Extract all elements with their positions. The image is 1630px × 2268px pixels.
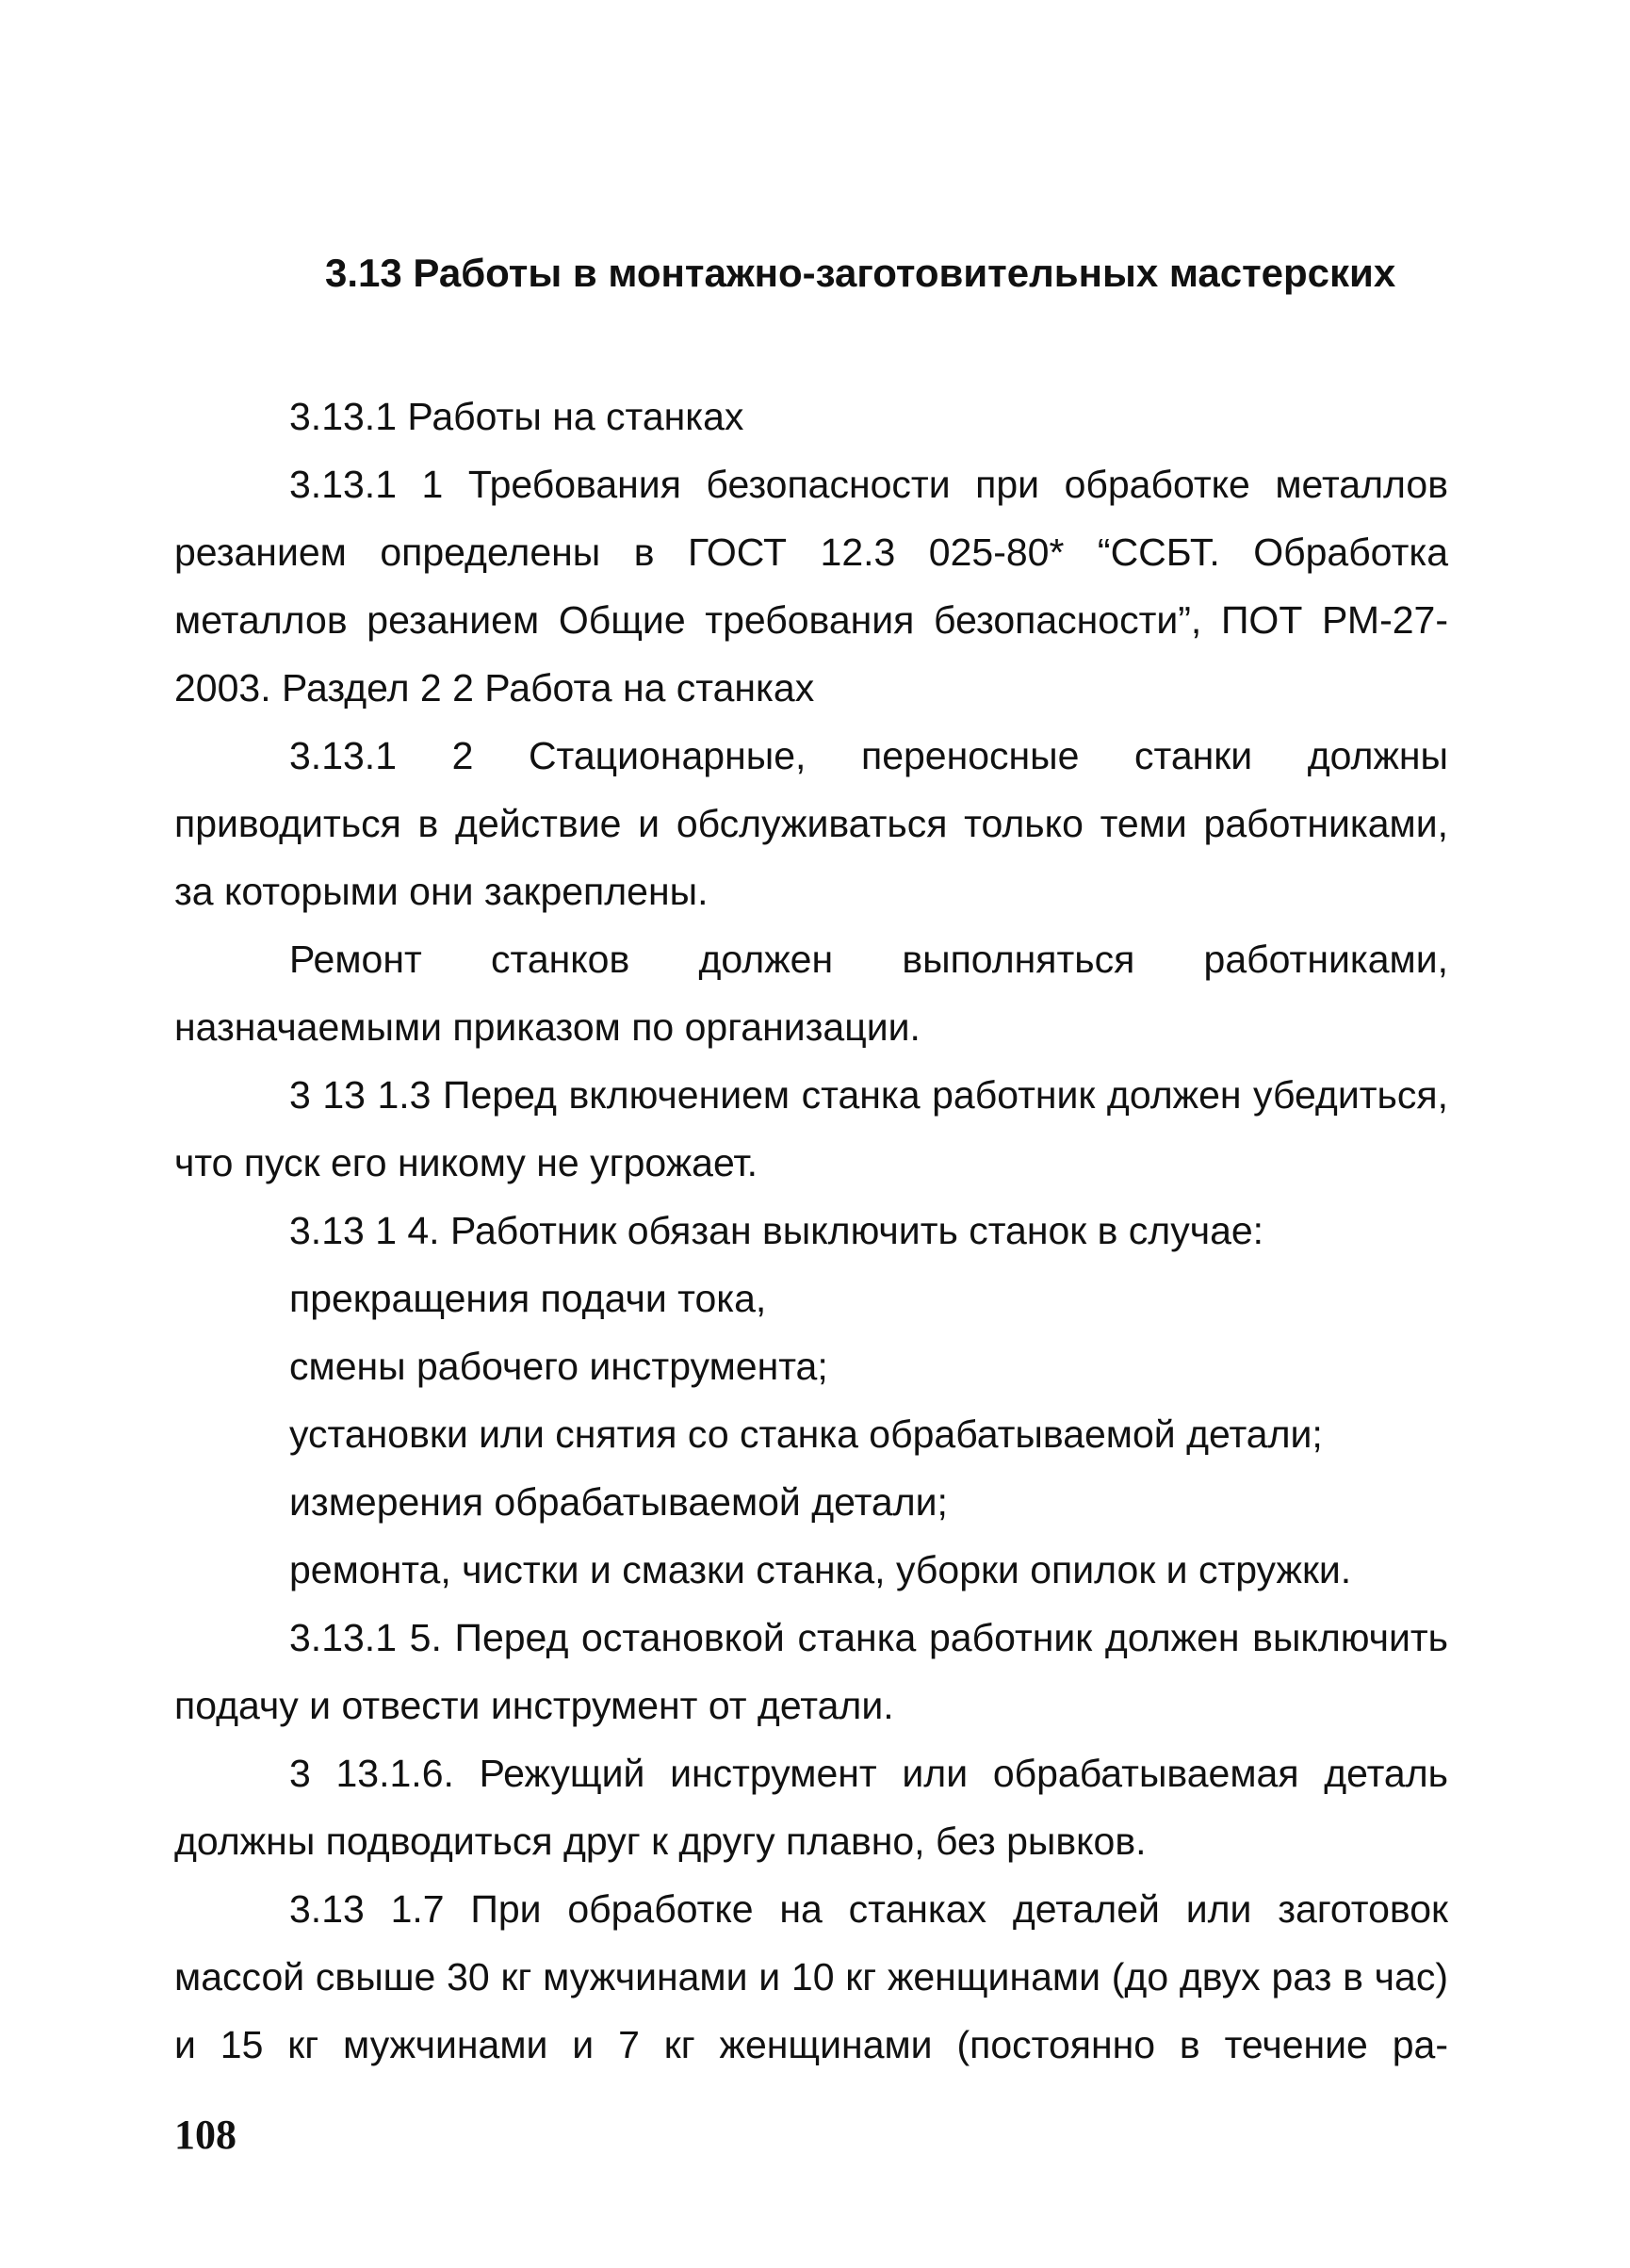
page-number: 108 [174, 2112, 236, 2158]
paragraph-repair: Ремонт станков должен выполняться работниками, назначаемыми приказом по организации. [174, 938, 1448, 1049]
list-item: прекращения подачи тока, [289, 1277, 767, 1320]
shutdown-cases-list [174, 1265, 1448, 1604]
section-heading: 3.13 Работы в монтажно-заготовительных мастерских [325, 251, 1396, 295]
list-item: установки или снятия со станка обрабатываемой детали; [289, 1412, 1323, 1456]
list-item: ремонта, чистки и смазки станка, уборки опилок и стружки. [289, 1548, 1352, 1591]
paragraph-3-13-1-5: 3.13.1 5. Перед остановкой станка работник должен выключить подачу и отвести инструмент от детали. [174, 1616, 1448, 1727]
list-item: смены рабочего инструмента; [289, 1345, 828, 1388]
paragraph-3-13-1-2: 3.13.1 2 Стационарные, переносные станки должны приводиться в действие и обслуживаться только теми работниками, за которыми они закреплены. [174, 734, 1448, 913]
paragraph-3-13-1-4: 3.13 1 4. Работник обязан выключить станок в случае: [289, 1209, 1264, 1252]
paragraph-3-13-1-7: 3.13 1.7 При обработке на станках деталей или заготовок массой свыше 30 кг мужчинами и 10 кг женщинами (до двух раз в час) и 15 кг мужчинами и 7 кг женщинами (постоянно в течение ра- [174, 1887, 1448, 2066]
paragraph-3-13-1: 3.13.1 Работы на станках [289, 395, 744, 438]
paragraph-3-13-1-1: 3.13.1 1 Требования безопасности при обработке металлов резанием определены в ГОСТ 12.3 025-80* “ССБТ. Обработка металлов резанием Общие требования безопасности”, ПОТ РМ-27-2003. Раздел 2 2 Работа на станках [174, 463, 1448, 710]
list-item: измерения обрабатываемой детали; [289, 1480, 948, 1524]
paragraph-3-13-1-6: 3 13.1.6. Режущий инструмент или обрабатываемая деталь должны подводиться друг к другу плавно, без рывков. [174, 1752, 1448, 1863]
paragraph-3-13-1-3: 3 13 1.3 Перед включением станка работник должен убедиться, что пуск его никому не угрожает. [174, 1073, 1448, 1184]
section-body [174, 383, 1448, 2079]
